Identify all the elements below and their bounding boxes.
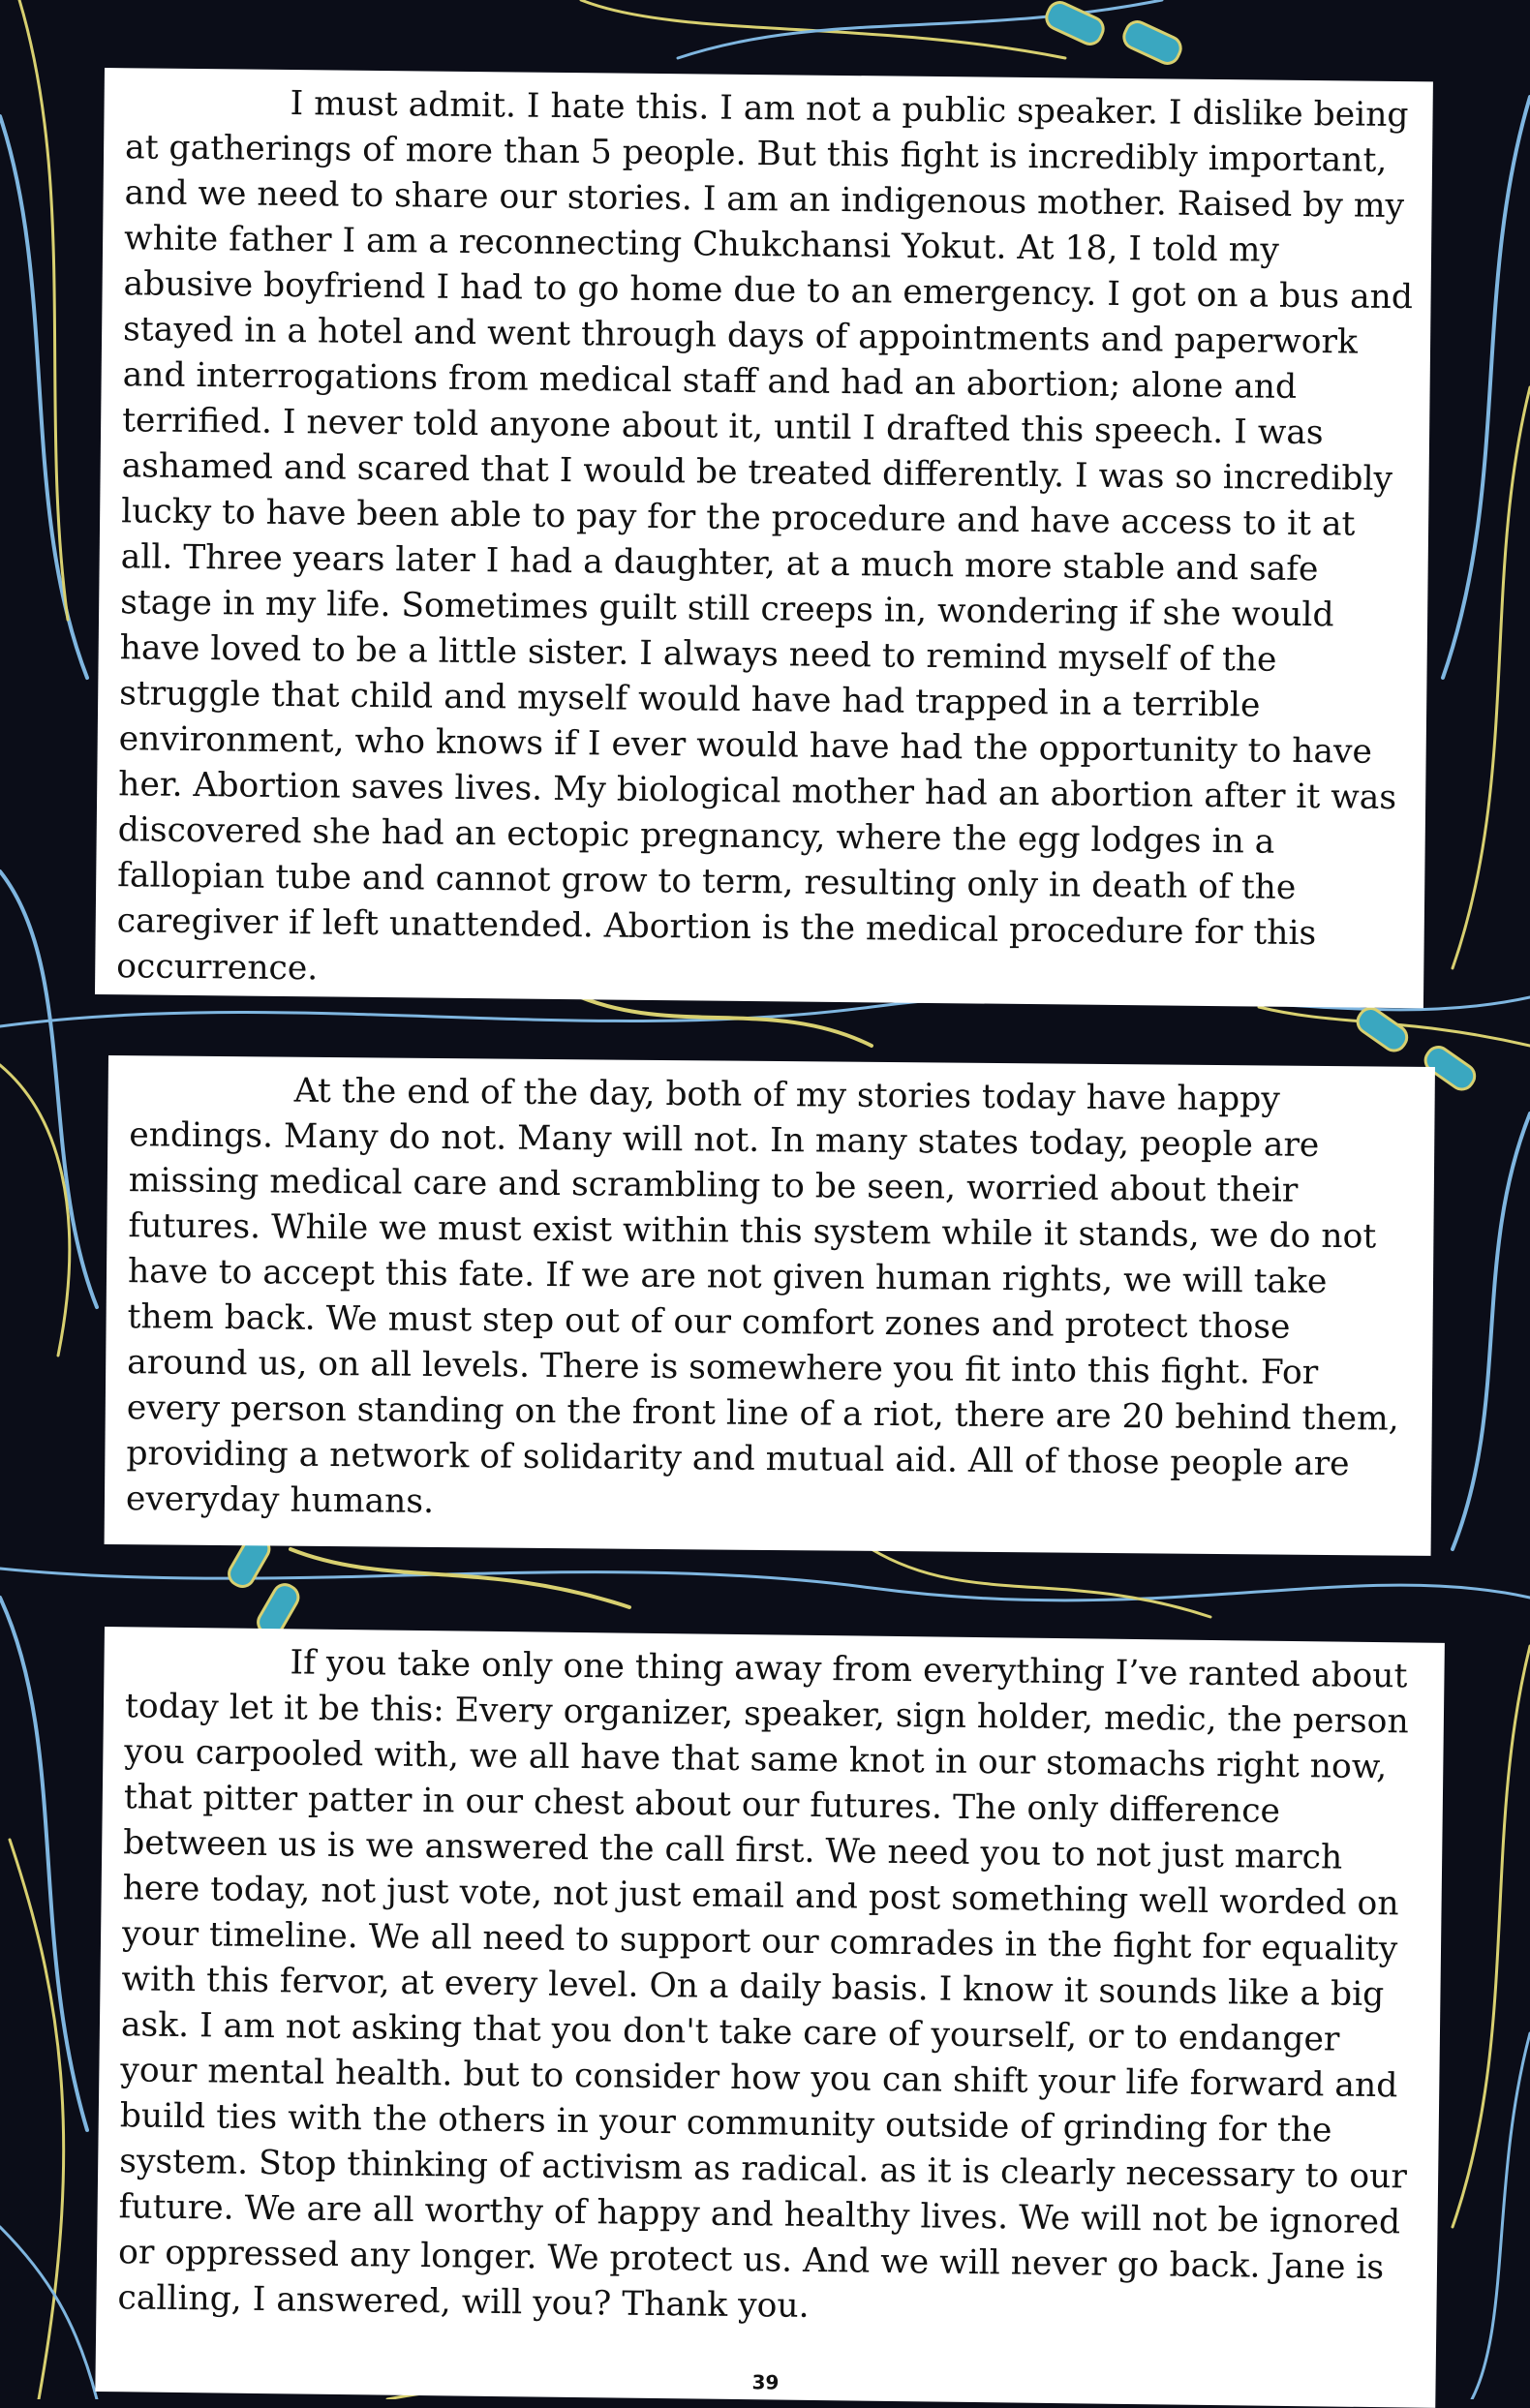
speech-paragraph-1: I must admit. I hate this. I am not a public speaker. I dislike being at gatherings of more than 5 people. But this fight is incredibly important, and we need to share our stories. I am an indigenous mother. Raised by my white father I am a reconnecting Chukchansi Yokut. At 18, I told my abusive boyfriend I had to go home due to an emergency. I got on a bus and stayed in a hotel and went through days of appointments and paperwork and interrogations from medical staff and had an abortion; alone and terrified. I never told anyone about it, until I drafted this speech. I was ashamed and scared that I would be treated differently. I was so incredibly lucky to have been able to pay for the procedure and have access to it at all. Three years later I had a daughter, at a much more stable and safe stage in my life. Sometimes guilt still creeps in, wondering if she would have loved to be a little sister. I always need to remind myself of the struggle that child and myself would have had trapped in a terrible environment, who knows if I ever would have had the opportunity to have her. Abortion saves lives. My biological mother had an abortion after it was discovered she had an ectopic pregnancy, where the egg lodges in a fallopian tube and cannot grow to term, resulting only in death of the caregiver if left unattended. Abortion is the medical procedure for this occurrence. [116,84,1414,989]
speech-paragraph-3: If you take only one thing away from everything I’ve ranted about today let it be this: Every organizer, speaker, sign holder, medic, the person you carpooled with, we all have that same knot in our stomachs right now, that pitter patter in our chest about our futures. The only difference between us is we answered the call first. We need you to not just march here today, not just vote, not just email and post something well worded on your timeline. We all need to support our comrades in the fight for equality with this fervor, at every level. On a daily basis. I know it sounds like a big ask. I am not asking that you don't take care of yourself, or to endanger your mental health. but to consider how you can shift your life forward and build ties with the others in your community outside of grinding for the system. Stop thinking of activism as radical. as it is clearly necessary to our future. We are all worthy of happy and healthy lives. We will not be ignored or oppressed any longer. We protect us. And we will never go back. Jane is calling, I answered, will you? Thank you. [117,1643,1409,2326]
page-number: 39 [751,2370,780,2394]
speech-paragraph-panel-1 [95,68,1433,1008]
speech-paragraph-2: At the end of the day, both of my stories today have happy endings. Many do not. Many will not. In many states today, people are missing medical care and scrambling to be seen, worried about their futures. While we must exist within this system while it stands, we do not have to accept this fate. If we are not given human rights, we will take them back. We must step out of our comfort zones and protect those around us, on all levels. There is somewhere you fit into this fight. For every person standing on the front line of a riot, there are 20 behind them, providing a network of solidarity and mutual aid. All of those people are everyday humans. [125,1071,1399,1521]
speech-paragraph-panel-2 [105,1055,1435,1556]
speech-paragraph-panel-3 [95,1627,1445,2408]
